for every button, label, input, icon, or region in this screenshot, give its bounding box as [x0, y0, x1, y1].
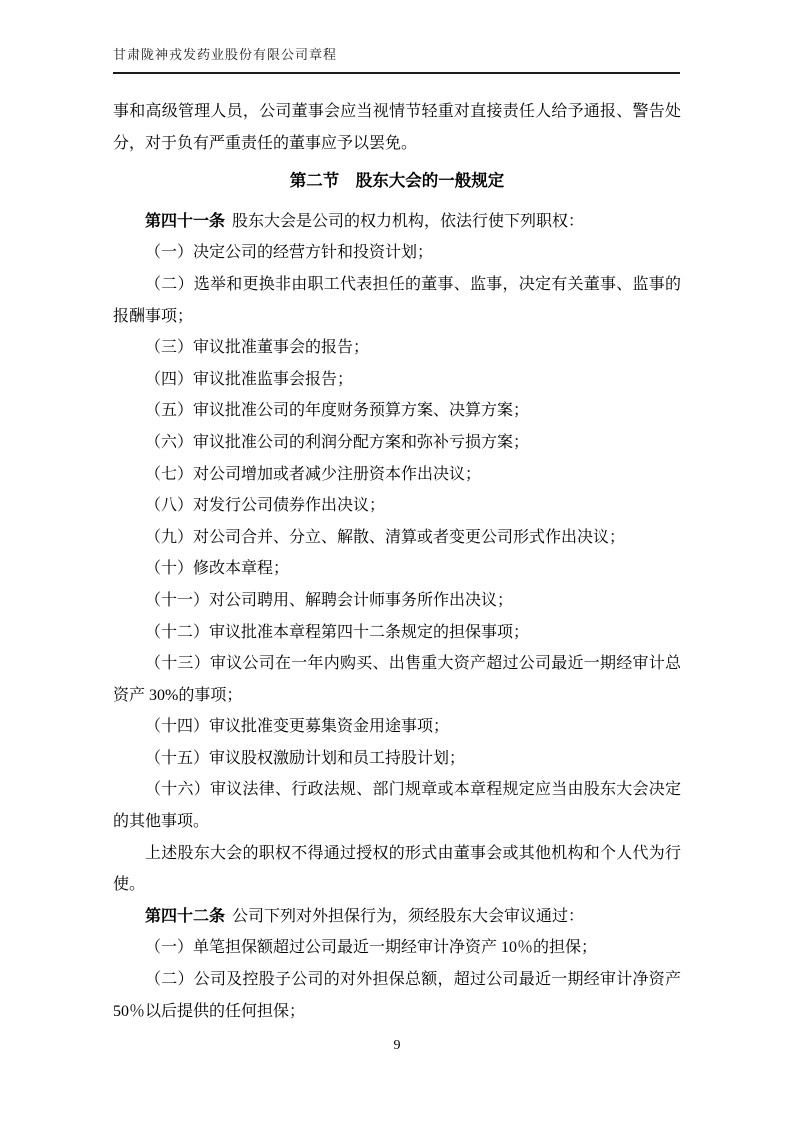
- article-41-item: （十）修改本章程；: [145, 560, 290, 578]
- article-41-item: （九）对公司合并、分立、解散、清算或者变更公司形式作出决议；: [145, 528, 626, 546]
- article-42-item: （一）单笔担保额超过公司最近一期经审计净资产 10％的担保；: [145, 939, 598, 957]
- page-header: [113, 44, 680, 74]
- paragraph-closing: 上述股东大会的职权不得通过授权的形式由董事会或其他机构和个人代为行使。: [113, 844, 681, 894]
- article-41-item: （八）对发行公司债券作出决议；: [145, 497, 386, 515]
- article-41-item: （六）审议批准公司的利润分配方案和弥补亏损方案；: [145, 433, 530, 451]
- document-body: [113, 96, 681, 1027]
- page-number: 9: [393, 1038, 401, 1053]
- article-41-item: （五）审议批准公司的年度财务预算方案、决算方案；: [145, 402, 530, 420]
- article-41-item: （二）选举和更换非由职工代表担任的董事、监事，决定有关董事、监事的报酬事项；: [113, 275, 681, 325]
- article-41-item: （十二）审议批准本章程第四十二条规定的担保事项；: [145, 623, 530, 641]
- article-42-number: 第四十二条: [145, 907, 226, 925]
- article-41-item: （十四）审议批准变更募集资金用途事项；: [145, 718, 450, 736]
- article-42-item: （二）公司及控股子公司的对外担保总额，超过公司最近一期经审计净资产50％以后提供的任何担保；: [113, 971, 681, 1020]
- article-41-number: 第四十一条: [145, 212, 226, 230]
- header-title: 甘肃陇神戎发药业股份有限公司章程: [113, 47, 338, 62]
- paragraph-continuation: 事和高级管理人员，公司董事会应当视情节轻重对直接责任人给予通报、警告处分，对于负有严重责任的董事应予以罢免。: [113, 103, 681, 152]
- article-41-text: 股东大会是公司的权力机构，依法行使下列职权：: [232, 212, 585, 230]
- article-42-paragraph: [113, 901, 681, 933]
- article-41-item: （三）审议批准董事会的报告；: [145, 339, 370, 357]
- article-41-item: （十六）审议法律、行政法规、部门规章或本章程规定应当由股东大会决定的其他事项。: [113, 781, 681, 831]
- article-42-text: 公司下列对外担保行为，须经股东大会审议通过：: [232, 907, 585, 925]
- article-41-item: （十五）审议股权激励计划和员工持股计划；: [145, 749, 466, 767]
- article-41-paragraph: [113, 206, 681, 238]
- article-41-item: （一）决定公司的经营方针和投资计划；: [145, 244, 434, 262]
- article-41-item: （七）对公司增加或者减少注册资本作出决议；: [145, 465, 482, 483]
- article-41-item: （十三）审议公司在一年内购买、出售重大资产超过公司最近一期经审计总资产 30%的事项；: [113, 655, 681, 704]
- section-heading: 第二节 股东大会的一般规定: [289, 171, 505, 191]
- article-41-item: （十一）对公司聘用、解聘会计师事务所作出决议；: [145, 591, 514, 609]
- article-41-item: （四）审议批准监事会报告；: [145, 370, 354, 388]
